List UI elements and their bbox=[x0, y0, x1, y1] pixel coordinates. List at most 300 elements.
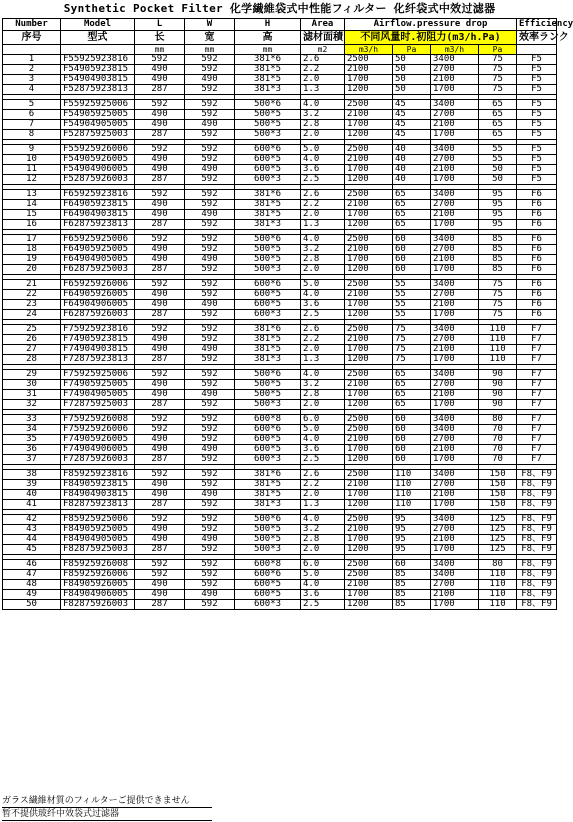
pressure-drop-2-cell: 50 bbox=[479, 165, 517, 175]
pressure-drop-2-cell: 85 bbox=[479, 255, 517, 265]
header-efficiency-cn: 效率ランク bbox=[517, 31, 557, 45]
table-row bbox=[3, 265, 557, 275]
filter-area-cell: 2.0 bbox=[301, 345, 345, 355]
pressure-drop-2-cell: 110 bbox=[479, 335, 517, 345]
row-number-cell: 6 bbox=[3, 110, 61, 120]
height-cell: 500*5 bbox=[235, 525, 301, 535]
pressure-drop-2-cell: 65 bbox=[479, 120, 517, 130]
length-cell: 592 bbox=[135, 280, 185, 290]
table-row bbox=[3, 380, 557, 390]
pressure-drop-1-cell: 65 bbox=[393, 370, 431, 380]
model-code-cell: F75925923816 bbox=[61, 325, 135, 335]
pressure-drop-2-cell: 125 bbox=[479, 515, 517, 525]
airflow-2-cell: 2100 bbox=[431, 210, 479, 220]
length-cell: 490 bbox=[135, 65, 185, 75]
airflow-1-cell: 1200 bbox=[345, 600, 393, 610]
airflow-1-cell: 2100 bbox=[345, 110, 393, 120]
pressure-drop-1-cell: 60 bbox=[393, 435, 431, 445]
pressure-drop-2-cell: 65 bbox=[479, 130, 517, 140]
model-code-cell: F82875923813 bbox=[61, 500, 135, 510]
height-cell: 500*5 bbox=[235, 120, 301, 130]
height-cell: 500*3 bbox=[235, 400, 301, 410]
header-unit-blank bbox=[61, 45, 135, 55]
model-code-cell: F72875925003 bbox=[61, 400, 135, 410]
model-code-cell: F55925925006 bbox=[61, 100, 135, 110]
table-row bbox=[3, 55, 557, 65]
table-row bbox=[3, 590, 557, 600]
width-cell: 592 bbox=[185, 425, 235, 435]
table-row bbox=[3, 535, 557, 545]
width-cell: 592 bbox=[185, 355, 235, 365]
height-cell: 600*6 bbox=[235, 425, 301, 435]
efficiency-class-cell: F6 bbox=[517, 265, 557, 275]
table-row bbox=[3, 255, 557, 265]
airflow-2-cell: 2700 bbox=[431, 290, 479, 300]
row-number-cell: 10 bbox=[3, 155, 61, 165]
airflow-1-cell: 2500 bbox=[345, 425, 393, 435]
model-code-cell: F54905925005 bbox=[61, 110, 135, 120]
length-cell: 592 bbox=[135, 190, 185, 200]
efficiency-class-cell: F7 bbox=[517, 370, 557, 380]
height-cell: 381*5 bbox=[235, 335, 301, 345]
filter-area-cell: 2.0 bbox=[301, 265, 345, 275]
header-width-cn: 宽 bbox=[185, 31, 235, 45]
airflow-1-cell: 1700 bbox=[345, 445, 393, 455]
efficiency-class-cell: F8、F9 bbox=[517, 600, 557, 610]
airflow-1-cell: 2500 bbox=[345, 235, 393, 245]
header-width: W bbox=[185, 19, 235, 31]
length-cell: 490 bbox=[135, 480, 185, 490]
height-cell: 381*3 bbox=[235, 500, 301, 510]
length-cell: 592 bbox=[135, 145, 185, 155]
efficiency-class-cell: F5 bbox=[517, 165, 557, 175]
header-height-cn: 高 bbox=[235, 31, 301, 45]
length-cell: 490 bbox=[135, 380, 185, 390]
model-code-cell: F54905926005 bbox=[61, 155, 135, 165]
height-cell: 381*5 bbox=[235, 210, 301, 220]
pressure-drop-2-cell: 75 bbox=[479, 300, 517, 310]
efficiency-class-cell: F8、F9 bbox=[517, 525, 557, 535]
efficiency-class-cell: F7 bbox=[517, 445, 557, 455]
airflow-2-cell: 3400 bbox=[431, 235, 479, 245]
filter-area-cell: 3.2 bbox=[301, 525, 345, 535]
table-row bbox=[3, 455, 557, 465]
filter-area-cell: 2.6 bbox=[301, 325, 345, 335]
height-cell: 500*6 bbox=[235, 100, 301, 110]
airflow-1-cell: 1700 bbox=[345, 255, 393, 265]
pressure-drop-2-cell: 90 bbox=[479, 370, 517, 380]
height-cell: 600*6 bbox=[235, 145, 301, 155]
pressure-drop-2-cell: 150 bbox=[479, 470, 517, 480]
airflow-1-cell: 1200 bbox=[345, 310, 393, 320]
table-row bbox=[3, 210, 557, 220]
header-unit-flow-1: m3/h bbox=[345, 45, 393, 55]
row-number-cell: 39 bbox=[3, 480, 61, 490]
pressure-drop-2-cell: 95 bbox=[479, 210, 517, 220]
efficiency-class-cell: F8、F9 bbox=[517, 580, 557, 590]
filter-area-cell: 2.5 bbox=[301, 310, 345, 320]
filter-area-cell: 2.0 bbox=[301, 210, 345, 220]
height-cell: 381*3 bbox=[235, 85, 301, 95]
model-code-cell: F52875923813 bbox=[61, 85, 135, 95]
height-cell: 500*5 bbox=[235, 255, 301, 265]
airflow-1-cell: 2500 bbox=[345, 55, 393, 65]
airflow-1-cell: 1200 bbox=[345, 500, 393, 510]
width-cell: 490 bbox=[185, 390, 235, 400]
model-code-cell: F84904903815 bbox=[61, 490, 135, 500]
pressure-drop-1-cell: 110 bbox=[393, 490, 431, 500]
length-cell: 490 bbox=[135, 120, 185, 130]
table-row bbox=[3, 75, 557, 85]
width-cell: 592 bbox=[185, 515, 235, 525]
width-cell: 592 bbox=[185, 190, 235, 200]
length-cell: 287 bbox=[135, 265, 185, 275]
filter-area-cell: 3.2 bbox=[301, 245, 345, 255]
model-code-cell: F54904906005 bbox=[61, 165, 135, 175]
pressure-drop-2-cell: 110 bbox=[479, 580, 517, 590]
model-code-cell: F65925923816 bbox=[61, 190, 135, 200]
pressure-drop-1-cell: 60 bbox=[393, 245, 431, 255]
pressure-drop-2-cell: 80 bbox=[479, 560, 517, 570]
pressure-drop-1-cell: 75 bbox=[393, 335, 431, 345]
airflow-1-cell: 1700 bbox=[345, 535, 393, 545]
length-cell: 490 bbox=[135, 490, 185, 500]
airflow-2-cell: 3400 bbox=[431, 100, 479, 110]
header-airflow-cn: 不同风量时.初阻力(m3/h.Pa) bbox=[345, 31, 517, 45]
header-number-cn: 序号 bbox=[3, 31, 61, 45]
pressure-drop-2-cell: 95 bbox=[479, 200, 517, 210]
airflow-1-cell: 2500 bbox=[345, 470, 393, 480]
airflow-2-cell: 2700 bbox=[431, 580, 479, 590]
table-row bbox=[3, 345, 557, 355]
filter-area-cell: 2.0 bbox=[301, 400, 345, 410]
row-number-cell: 25 bbox=[3, 325, 61, 335]
table-row bbox=[3, 145, 557, 155]
model-code-cell: F62875923813 bbox=[61, 220, 135, 230]
model-code-cell: F55925923816 bbox=[61, 55, 135, 65]
pressure-drop-1-cell: 95 bbox=[393, 535, 431, 545]
length-cell: 287 bbox=[135, 545, 185, 555]
length-cell: 592 bbox=[135, 470, 185, 480]
pressure-drop-2-cell: 75 bbox=[479, 310, 517, 320]
row-number-cell: 45 bbox=[3, 545, 61, 555]
filter-area-cell: 2.0 bbox=[301, 75, 345, 85]
table-row bbox=[3, 400, 557, 410]
width-cell: 592 bbox=[185, 310, 235, 320]
pressure-drop-1-cell: 65 bbox=[393, 200, 431, 210]
model-code-cell: F74905923815 bbox=[61, 335, 135, 345]
pressure-drop-1-cell: 110 bbox=[393, 500, 431, 510]
length-cell: 287 bbox=[135, 600, 185, 610]
height-cell: 500*3 bbox=[235, 545, 301, 555]
row-number-cell: 38 bbox=[3, 470, 61, 480]
model-code-cell: F84905926005 bbox=[61, 580, 135, 590]
height-cell: 381*3 bbox=[235, 220, 301, 230]
pressure-drop-2-cell: 75 bbox=[479, 65, 517, 75]
filter-area-cell: 5.0 bbox=[301, 280, 345, 290]
row-number-cell: 7 bbox=[3, 120, 61, 130]
model-code-cell: F52875925003 bbox=[61, 130, 135, 140]
row-number-cell: 41 bbox=[3, 500, 61, 510]
length-cell: 490 bbox=[135, 155, 185, 165]
header-airflow: Airflow.pressure drop bbox=[345, 19, 517, 31]
header-unit-blank bbox=[3, 45, 61, 55]
table-row bbox=[3, 290, 557, 300]
filter-area-cell: 2.6 bbox=[301, 190, 345, 200]
airflow-2-cell: 2100 bbox=[431, 535, 479, 545]
airflow-1-cell: 2100 bbox=[345, 480, 393, 490]
header-model-cn: 型式 bbox=[61, 31, 135, 45]
airflow-1-cell: 2500 bbox=[345, 100, 393, 110]
airflow-2-cell: 3400 bbox=[431, 55, 479, 65]
height-cell: 500*5 bbox=[235, 110, 301, 120]
airflow-1-cell: 2100 bbox=[345, 435, 393, 445]
model-code-cell: F64904905005 bbox=[61, 255, 135, 265]
width-cell: 592 bbox=[185, 580, 235, 590]
model-code-cell: F74904906005 bbox=[61, 445, 135, 455]
header-unit-length: mm bbox=[135, 45, 185, 55]
airflow-2-cell: 1700 bbox=[431, 175, 479, 185]
efficiency-class-cell: F6 bbox=[517, 235, 557, 245]
pressure-drop-2-cell: 95 bbox=[479, 190, 517, 200]
table-row bbox=[3, 390, 557, 400]
pressure-drop-1-cell: 85 bbox=[393, 570, 431, 580]
filter-area-cell: 3.6 bbox=[301, 445, 345, 455]
row-number-cell: 42 bbox=[3, 515, 61, 525]
width-cell: 592 bbox=[185, 235, 235, 245]
table-row bbox=[3, 480, 557, 490]
filter-area-cell: 2.2 bbox=[301, 480, 345, 490]
height-cell: 381*5 bbox=[235, 345, 301, 355]
height-cell: 600*6 bbox=[235, 570, 301, 580]
length-cell: 287 bbox=[135, 455, 185, 465]
pressure-drop-2-cell: 80 bbox=[479, 415, 517, 425]
pressure-drop-2-cell: 90 bbox=[479, 400, 517, 410]
efficiency-class-cell: F6 bbox=[517, 200, 557, 210]
length-cell: 490 bbox=[135, 255, 185, 265]
airflow-2-cell: 3400 bbox=[431, 370, 479, 380]
table-row bbox=[3, 155, 557, 165]
table-row bbox=[3, 325, 557, 335]
row-number-cell: 37 bbox=[3, 455, 61, 465]
pressure-drop-1-cell: 50 bbox=[393, 85, 431, 95]
pressure-drop-2-cell: 70 bbox=[479, 445, 517, 455]
table-row bbox=[3, 200, 557, 210]
width-cell: 592 bbox=[185, 455, 235, 465]
pressure-drop-2-cell: 110 bbox=[479, 570, 517, 580]
width-cell: 592 bbox=[185, 570, 235, 580]
efficiency-class-cell: F8、F9 bbox=[517, 500, 557, 510]
pressure-drop-2-cell: 85 bbox=[479, 245, 517, 255]
airflow-1-cell: 2500 bbox=[345, 560, 393, 570]
filter-area-cell: 3.2 bbox=[301, 380, 345, 390]
width-cell: 490 bbox=[185, 210, 235, 220]
airflow-1-cell: 2100 bbox=[345, 380, 393, 390]
width-cell: 592 bbox=[185, 100, 235, 110]
length-cell: 592 bbox=[135, 100, 185, 110]
header-unit-height: mm bbox=[235, 45, 301, 55]
airflow-1-cell: 2100 bbox=[345, 200, 393, 210]
efficiency-class-cell: F6 bbox=[517, 290, 557, 300]
width-cell: 592 bbox=[185, 560, 235, 570]
header-unit-pa-1: Pa bbox=[393, 45, 431, 55]
efficiency-class-cell: F6 bbox=[517, 280, 557, 290]
pressure-drop-2-cell: 110 bbox=[479, 325, 517, 335]
pressure-drop-1-cell: 75 bbox=[393, 355, 431, 365]
row-number-cell: 26 bbox=[3, 335, 61, 345]
width-cell: 592 bbox=[185, 245, 235, 255]
model-code-cell: F72875923813 bbox=[61, 355, 135, 365]
airflow-2-cell: 3400 bbox=[431, 470, 479, 480]
airflow-2-cell: 2700 bbox=[431, 335, 479, 345]
efficiency-class-cell: F5 bbox=[517, 55, 557, 65]
model-code-cell: F82875925003 bbox=[61, 545, 135, 555]
pressure-drop-1-cell: 65 bbox=[393, 210, 431, 220]
pressure-drop-2-cell: 95 bbox=[479, 220, 517, 230]
width-cell: 592 bbox=[185, 600, 235, 610]
airflow-1-cell: 1200 bbox=[345, 220, 393, 230]
width-cell: 592 bbox=[185, 85, 235, 95]
airflow-1-cell: 2100 bbox=[345, 245, 393, 255]
pressure-drop-1-cell: 60 bbox=[393, 425, 431, 435]
row-number-cell: 48 bbox=[3, 580, 61, 590]
model-code-cell: F52875926003 bbox=[61, 175, 135, 185]
pressure-drop-1-cell: 45 bbox=[393, 130, 431, 140]
pressure-drop-2-cell: 90 bbox=[479, 390, 517, 400]
airflow-1-cell: 2100 bbox=[345, 335, 393, 345]
model-code-cell: F75925925006 bbox=[61, 370, 135, 380]
pressure-drop-2-cell: 75 bbox=[479, 85, 517, 95]
header-length-cn: 长 bbox=[135, 31, 185, 45]
pressure-drop-1-cell: 50 bbox=[393, 65, 431, 75]
table-row bbox=[3, 300, 557, 310]
footnote-cn: 暂不提供玻纤中效袋式过滤器 bbox=[2, 808, 212, 821]
length-cell: 287 bbox=[135, 220, 185, 230]
efficiency-class-cell: F5 bbox=[517, 145, 557, 155]
efficiency-class-cell: F7 bbox=[517, 355, 557, 365]
pressure-drop-1-cell: 65 bbox=[393, 380, 431, 390]
row-number-cell: 11 bbox=[3, 165, 61, 175]
filter-area-cell: 4.0 bbox=[301, 235, 345, 245]
filter-area-cell: 6.0 bbox=[301, 560, 345, 570]
airflow-2-cell: 3400 bbox=[431, 570, 479, 580]
width-cell: 592 bbox=[185, 545, 235, 555]
length-cell: 287 bbox=[135, 85, 185, 95]
airflow-2-cell: 2700 bbox=[431, 480, 479, 490]
height-cell: 381*5 bbox=[235, 490, 301, 500]
width-cell: 490 bbox=[185, 445, 235, 455]
airflow-2-cell: 1700 bbox=[431, 355, 479, 365]
airflow-1-cell: 2500 bbox=[345, 515, 393, 525]
width-cell: 592 bbox=[185, 65, 235, 75]
width-cell: 592 bbox=[185, 290, 235, 300]
efficiency-class-cell: F8、F9 bbox=[517, 470, 557, 480]
length-cell: 490 bbox=[135, 335, 185, 345]
model-code-cell: F65925925006 bbox=[61, 235, 135, 245]
row-number-cell: 44 bbox=[3, 535, 61, 545]
airflow-1-cell: 2500 bbox=[345, 145, 393, 155]
model-code-cell: F54904905005 bbox=[61, 120, 135, 130]
model-code-cell: F82875926003 bbox=[61, 600, 135, 610]
filter-area-cell: 2.2 bbox=[301, 200, 345, 210]
airflow-2-cell: 1700 bbox=[431, 545, 479, 555]
length-cell: 592 bbox=[135, 415, 185, 425]
pressure-drop-2-cell: 55 bbox=[479, 155, 517, 165]
width-cell: 490 bbox=[185, 345, 235, 355]
table-row bbox=[3, 85, 557, 95]
pressure-drop-1-cell: 65 bbox=[393, 190, 431, 200]
table-row bbox=[3, 190, 557, 200]
height-cell: 600*3 bbox=[235, 175, 301, 185]
airflow-2-cell: 2100 bbox=[431, 120, 479, 130]
pressure-drop-1-cell: 45 bbox=[393, 110, 431, 120]
table-row bbox=[3, 130, 557, 140]
header-unit-blank bbox=[517, 45, 557, 55]
model-code-cell: F85925925006 bbox=[61, 515, 135, 525]
filter-area-cell: 4.0 bbox=[301, 370, 345, 380]
length-cell: 490 bbox=[135, 110, 185, 120]
width-cell: 592 bbox=[185, 110, 235, 120]
filter-area-cell: 1.3 bbox=[301, 355, 345, 365]
airflow-1-cell: 1200 bbox=[345, 130, 393, 140]
filter-area-cell: 1.3 bbox=[301, 220, 345, 230]
pressure-drop-2-cell: 150 bbox=[479, 500, 517, 510]
height-cell: 500*6 bbox=[235, 370, 301, 380]
filter-area-cell: 5.0 bbox=[301, 145, 345, 155]
height-cell: 500*6 bbox=[235, 515, 301, 525]
airflow-2-cell: 1700 bbox=[431, 310, 479, 320]
efficiency-class-cell: F7 bbox=[517, 335, 557, 345]
row-number-cell: 49 bbox=[3, 590, 61, 600]
pressure-drop-1-cell: 85 bbox=[393, 580, 431, 590]
height-cell: 381*5 bbox=[235, 480, 301, 490]
length-cell: 592 bbox=[135, 425, 185, 435]
header-area-cn: 滤材面積 bbox=[301, 31, 345, 45]
length-cell: 490 bbox=[135, 165, 185, 175]
airflow-2-cell: 2700 bbox=[431, 380, 479, 390]
pressure-drop-1-cell: 95 bbox=[393, 525, 431, 535]
height-cell: 600*8 bbox=[235, 415, 301, 425]
airflow-2-cell: 2100 bbox=[431, 445, 479, 455]
efficiency-class-cell: F5 bbox=[517, 75, 557, 85]
height-cell: 381*6 bbox=[235, 55, 301, 65]
width-cell: 490 bbox=[185, 75, 235, 85]
airflow-2-cell: 2100 bbox=[431, 300, 479, 310]
airflow-1-cell: 2100 bbox=[345, 525, 393, 535]
row-number-cell: 28 bbox=[3, 355, 61, 365]
footnote-jp: ガラス繊維材質のフィルターご提供できません bbox=[2, 795, 212, 808]
height-cell: 500*5 bbox=[235, 535, 301, 545]
row-number-cell: 50 bbox=[3, 600, 61, 610]
pressure-drop-1-cell: 55 bbox=[393, 310, 431, 320]
airflow-2-cell: 1700 bbox=[431, 85, 479, 95]
length-cell: 490 bbox=[135, 75, 185, 85]
header-unit-flow-2: m3/h bbox=[431, 45, 479, 55]
width-cell: 490 bbox=[185, 120, 235, 130]
row-number-cell: 34 bbox=[3, 425, 61, 435]
row-number-cell: 4 bbox=[3, 85, 61, 95]
airflow-1-cell: 1700 bbox=[345, 345, 393, 355]
height-cell: 500*5 bbox=[235, 390, 301, 400]
filter-area-cell: 2.2 bbox=[301, 335, 345, 345]
efficiency-class-cell: F8、F9 bbox=[517, 480, 557, 490]
pressure-drop-1-cell: 55 bbox=[393, 300, 431, 310]
width-cell: 592 bbox=[185, 500, 235, 510]
length-cell: 287 bbox=[135, 175, 185, 185]
airflow-1-cell: 1700 bbox=[345, 75, 393, 85]
width-cell: 592 bbox=[185, 480, 235, 490]
efficiency-class-cell: F8、F9 bbox=[517, 490, 557, 500]
